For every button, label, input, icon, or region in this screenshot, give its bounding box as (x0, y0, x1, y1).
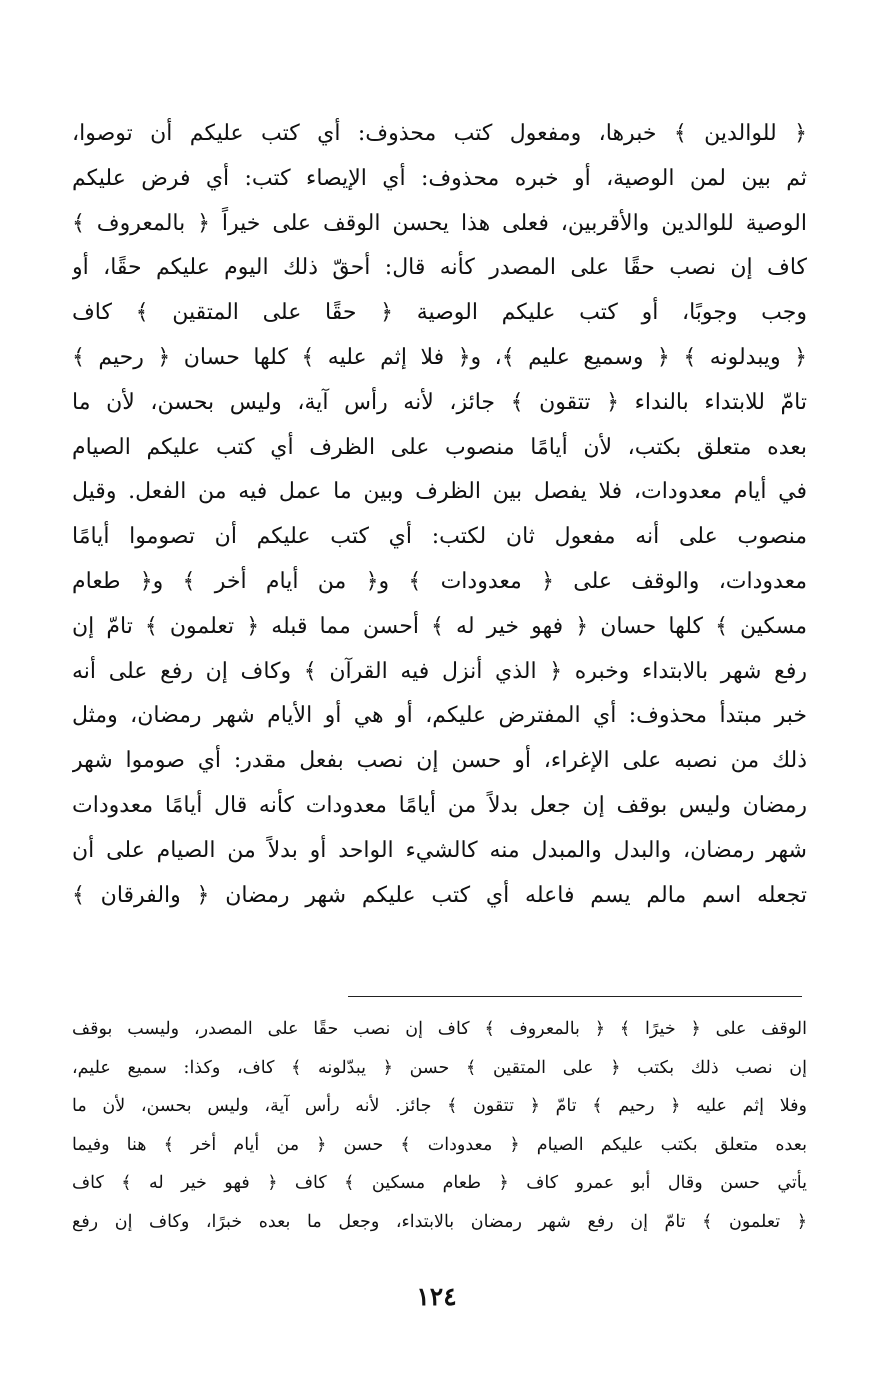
text-line: ﴿ ويبدلونه ﴾ ﴿ وسميع عليم ﴾، و﴿ فلا إثم عليه ﴾ كلها حسان ﴿ رحيم ﴾ (72, 344, 807, 370)
text-line: رمضان وليس بوقف إن جعل بدلاً من أيامًا معدودات كأنه قال أيامًا معدودات (72, 792, 807, 818)
footnote-line: الوقف على ﴿ خيرًا ﴾ ﴿ بالمعروف ﴾ كاف إن نصب حقًا على المصدر، وليسب بوقف (72, 1019, 807, 1039)
page-number: ١٢٤ (416, 1282, 457, 1311)
text-line: معدودات، والوقف على ﴿ معدودات ﴾ و﴿ من أيام أخر ﴾ و﴿ طعام (72, 568, 807, 594)
text-line: تجعله اسم مالم يسم فاعله أي كتب عليكم شهر رمضان ﴿ والفرقان ﴾ (72, 882, 807, 908)
text-line: الوصية للوالدين والأقربين، فعلى هذا يحسن الوقف على خيراً ﴿ بالمعروف ﴾ (72, 210, 807, 236)
footnote-line: وفلا إثم عليه ﴿ رحيم ﴾ تامّ ﴿ تتقون ﴾ جائز. لأنه رأس آية، وليس بحسن، لأن ما (72, 1096, 807, 1116)
text-line: ثم بين لمن الوصية، أو خبره محذوف: أي الإيصاء كتب: أي فرض عليكم (72, 165, 807, 191)
text-line: كاف إن نصب حقًا على المصدر كأنه قال: أحقّ ذلك اليوم عليكم حقًا، أو (72, 255, 807, 281)
text-line: رفع شهر بالابتداء وخبره ﴿ الذي أنزل فيه القرآن ﴾ وكاف إن رفع على أنه (72, 658, 807, 684)
text-line: ﴿ للوالدين ﴾ خبرها، ومفعول كتب محذوف: أي كتب عليكم أن توصوا، (72, 121, 807, 146)
text-line: ذلك من نصبه على الإغراء، أو حسن إن نصب بفعل مقدر: أي صوموا شهر (72, 748, 807, 774)
footnote-line: بعده متعلق بكتب عليكم الصيام ﴿ معدودات ﴾ حسن ﴿ من أيام أخر ﴾ هنا وفيما (72, 1134, 807, 1155)
text-line: وجب وجوبًا، أو كتب عليكم الوصية ﴿ حقًا على المتقين ﴾ كاف (72, 300, 807, 326)
footnote-divider (348, 996, 802, 997)
text-line: شهر رمضان، والبدل والمبدل منه كالشيء الواحد أو بدلاً من الصيام على أن (72, 837, 807, 863)
text-line: تامّ للابتداء بالنداء ﴿ تتقون ﴾ جائز، لأنه رأس آية، وليس بحسن، لأن ما (72, 389, 807, 415)
footnote-line: يأتي حسن وقال أبو عمرو كاف ﴿ طعام مسكين ﴾ كاف ﴿ فهو خير له ﴾ كاف (72, 1173, 807, 1193)
main-text (72, 112, 807, 918)
footnote-line: إن نصب ذلك بكتب ﴿ على المتقين ﴾ حسن ﴿ يبدّلونه ﴾ كاف، وكذا: سميع عليم، (72, 1057, 807, 1078)
text-line: مسكين ﴾ كلها حسان ﴿ فهو خير له ﴾ أحسن مما قبله ﴿ تعلمون ﴾ تامّ إن (72, 613, 807, 639)
text-line: في أيام معدودات، فلا يفصل بين الظرف وبين ما عمل فيه من الفعل. وقيل (72, 479, 807, 505)
text-line: بعده متعلق بكتب، لأن أيامًا منصوب على الظرف أي كتب عليكم الصيام (72, 434, 807, 460)
footnotes (72, 1010, 807, 1241)
text-line: منصوب على أنه مفعول ثان لكتب: أي كتب عليكم أن تصوموا أيامًا (72, 524, 807, 550)
text-line: خبر مبتدأ محذوف: أي المفترض عليكم، أو هي أو الأيام شهر رمضان، ومثل (72, 703, 807, 729)
footnote-line: ﴿ تعلمون ﴾ تامّ إن رفع شهر رمضان بالابتداء، وجعل ما بعده خبرًا، وكاف إن رفع (72, 1211, 807, 1232)
